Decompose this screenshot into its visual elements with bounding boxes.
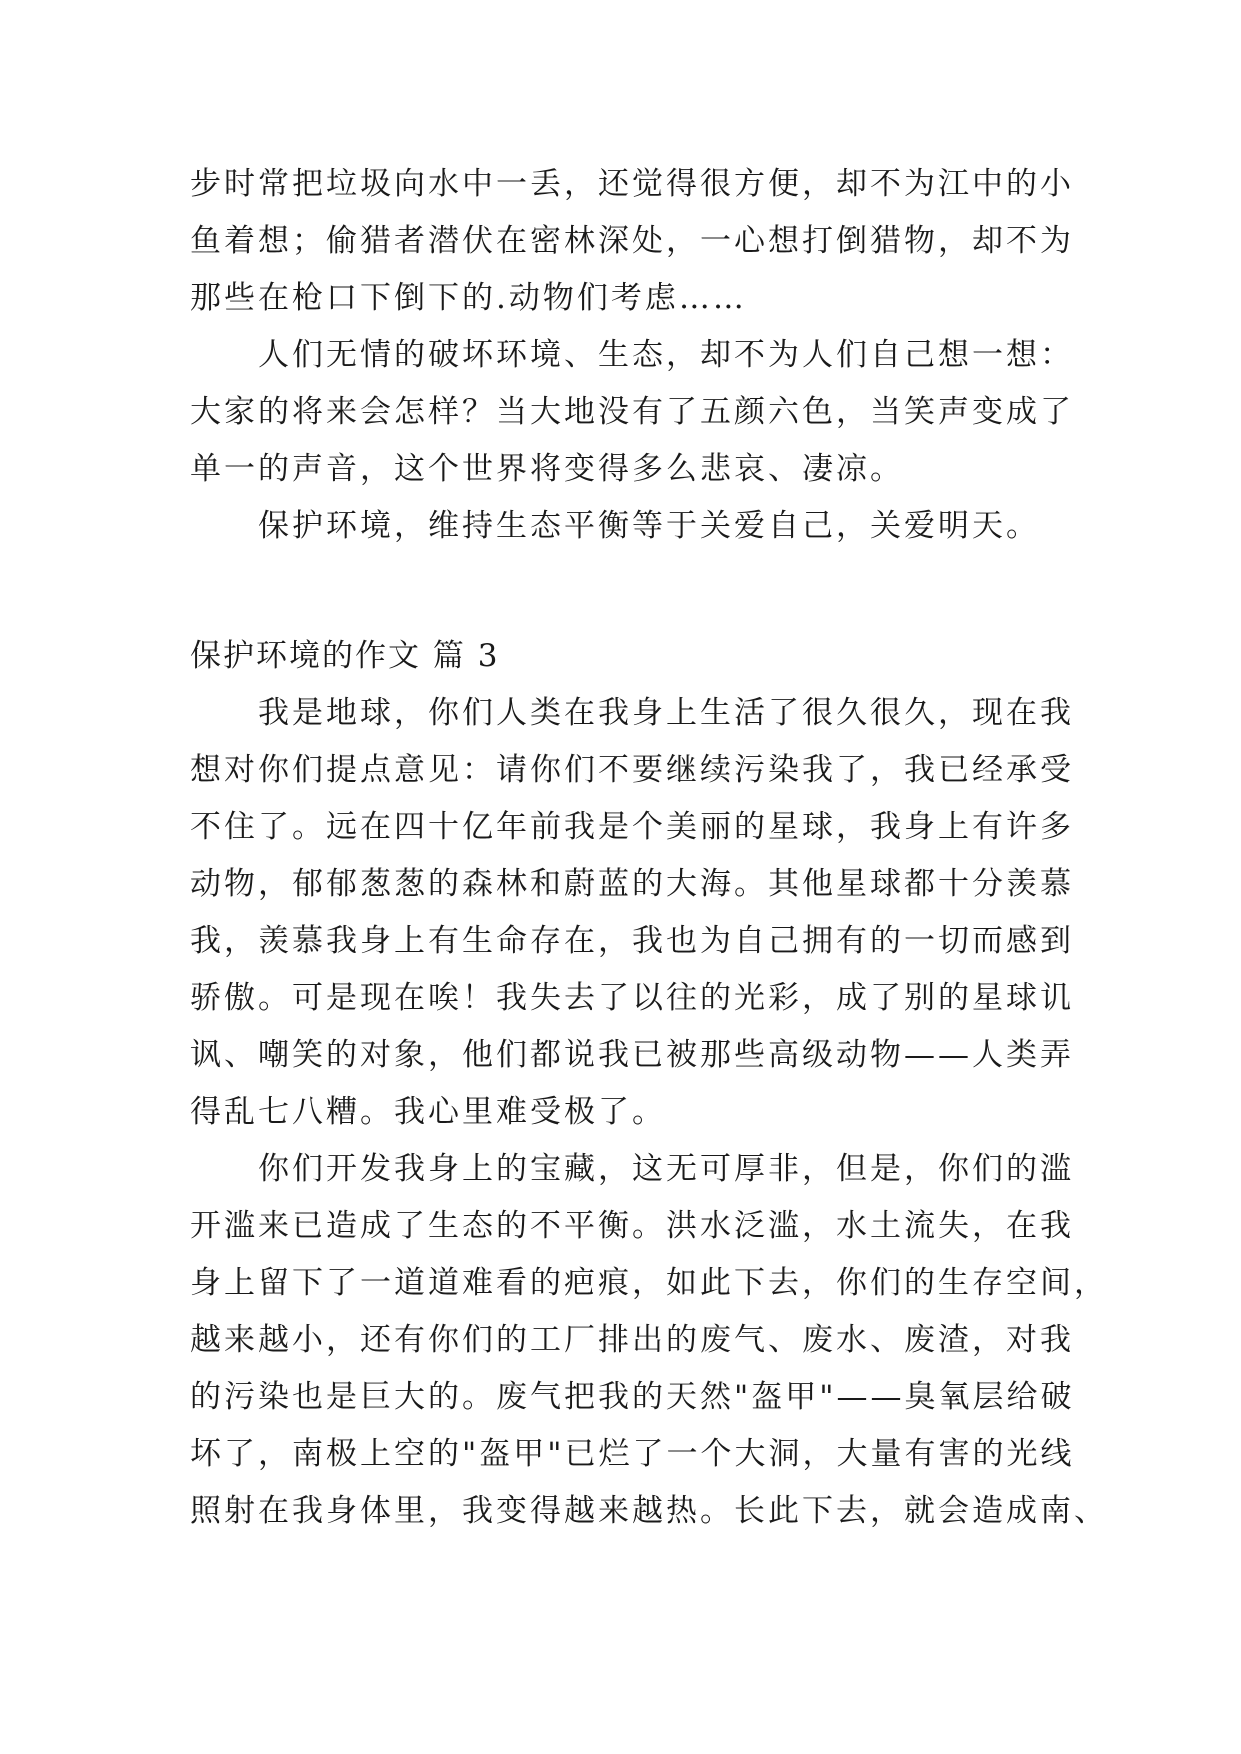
- text-line: 不住了。远在四十亿年前我是个美丽的星球，我身上有许多: [190, 809, 1074, 845]
- paragraph: [190, 685, 1074, 1141]
- text-line: 骄傲。可是现在唉！我失去了以往的光彩，成了别的星球讥: [190, 980, 1074, 1016]
- text-line: 保护环境，维持生态平衡等于关爱自己，关爱明天。: [258, 508, 1040, 544]
- text-line: 开滥来已造成了生态的不平衡。洪水泛滥，水土流失，在我: [190, 1208, 1074, 1244]
- text-line: 我是地球，你们人类在我身上生活了很久很久，现在我: [258, 695, 1074, 731]
- text-line: 讽、嘲笑的对象，他们都说我已被那些高级动物——人类弄: [190, 1037, 1074, 1073]
- previous-essay-ending: [190, 156, 1074, 555]
- text-line: 身上留下了一道道难看的疤痕，如此下去，你们的生存空间，: [190, 1265, 1108, 1301]
- text-line: 的污染也是巨大的。废气把我的天然"盔甲"——臭氧层给破: [190, 1379, 1075, 1415]
- text-line: 坏了，南极上空的"盔甲"已烂了一个大洞，大量有害的光线: [190, 1436, 1075, 1472]
- text-line: 得乱七八糟。我心里难受极了。: [190, 1094, 666, 1130]
- essay-heading: 保护环境的作文 篇 3: [190, 638, 500, 674]
- text-line: 你们开发我身上的宝藏，这无可厚非，但是，你们的滥: [258, 1151, 1074, 1187]
- text-line: 照射在我身体里，我变得越来越热。长此下去，就会造成南、: [190, 1493, 1108, 1529]
- paragraph: [190, 498, 1070, 555]
- text-line: 我，羡慕我身上有生命存在，我也为自己拥有的一切而感到: [190, 923, 1074, 959]
- text-line: 动物，郁郁葱葱的森林和蔚蓝的大海。其他星球都十分羡慕: [190, 866, 1074, 902]
- text-line: 大家的将来会怎样？当大地没有了五颜六色，当笑声变成了: [190, 394, 1074, 430]
- paragraph-continued: [190, 156, 1074, 327]
- paragraph: [190, 327, 1074, 498]
- text-line: 那些在枪口下倒下的.动物们考虑……: [190, 280, 747, 316]
- text-line: 单一的声音，这个世界将变得多么悲哀、凄凉。: [190, 451, 904, 487]
- text-line: 人们无情的破坏环境、生态，却不为人们自己想一想：: [258, 337, 1074, 373]
- text-line: 想对你们提点意见：请你们不要继续污染我了，我已经承受: [190, 752, 1074, 788]
- paragraph: [190, 1141, 1108, 1540]
- essay-3-body: [190, 685, 1108, 1540]
- text-line: 步时常把垃圾向水中一丢，还觉得很方便，却不为江中的小: [190, 166, 1074, 202]
- text-line: 鱼着想；偷猎者潜伏在密林深处，一心想打倒猎物，却不为: [190, 223, 1074, 259]
- text-line: 越来越小，还有你们的工厂排出的废气、废水、废渣，对我: [190, 1322, 1074, 1358]
